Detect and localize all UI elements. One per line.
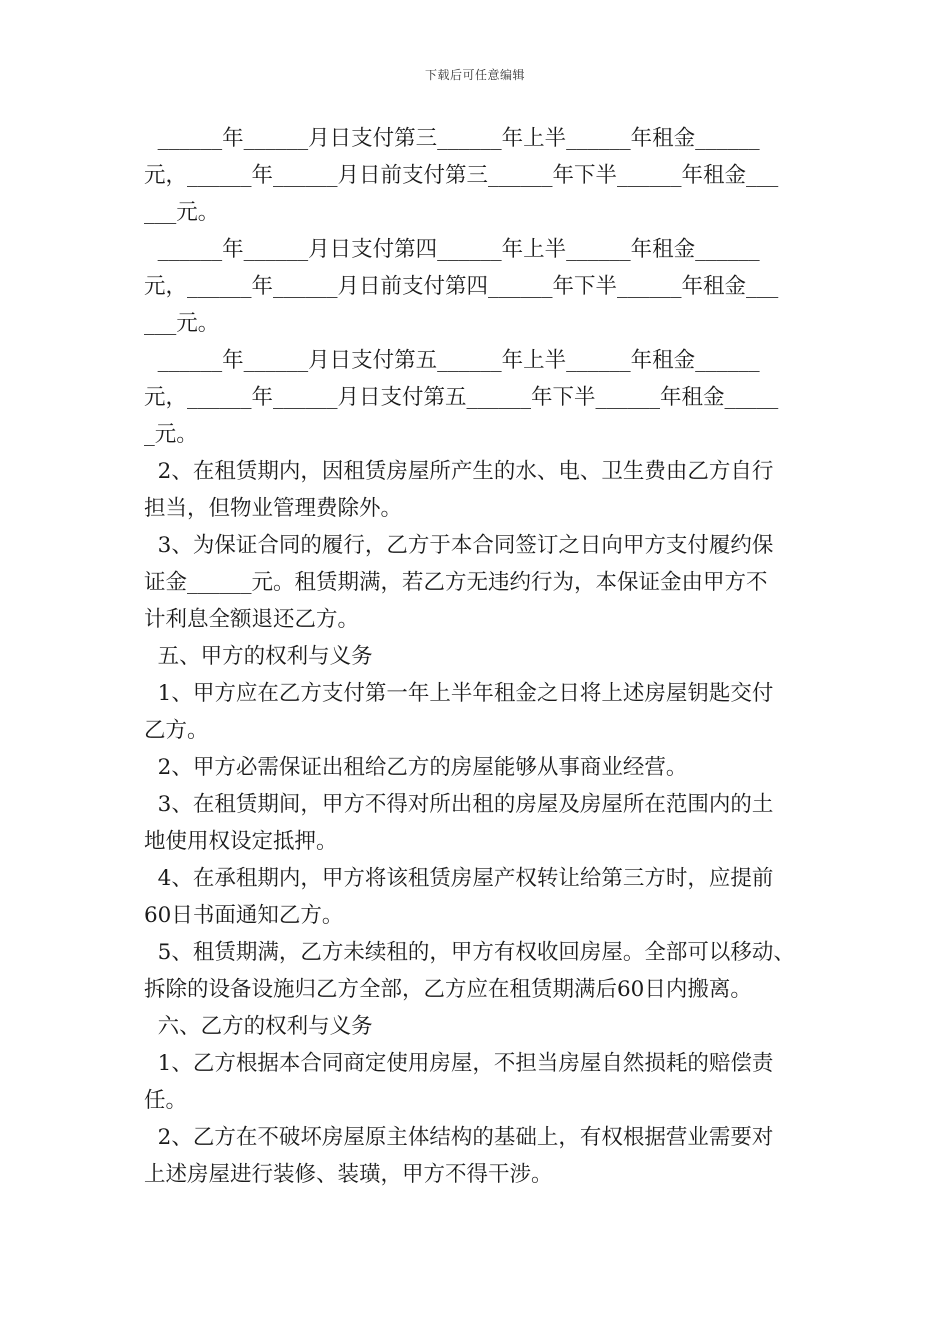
text-line: ______年______月日支付第五______年上半______年租金______ [144,348,760,373]
text-line: 计利息全额退还乙方。 [144,607,360,632]
page-header: 下载后可任意编辑 [424,68,525,82]
text-line: 乙方。 [144,718,209,743]
text-line: 3、在租赁期间，甲方不得对所出租的房屋及房屋所在范围内的土 [144,792,774,817]
text-line: 5、租赁期满，乙方未续租的，甲方有权收回房屋。全部可以移动、 [144,940,795,965]
text-line: _元。 [144,422,198,447]
text-line: 2、乙方在不破坏房屋原主体结构的基础上，有权根据营业需要对 [144,1125,774,1150]
section-heading: 六、乙方的权利与义务 [144,1014,373,1039]
text-line: 1、甲方应在乙方支付第一年上半年租金之日将上述房屋钥匙交付 [144,681,774,706]
text-line: ______年______月日支付第四______年上半______年租金______ [144,237,760,262]
text-line: 1、乙方根据本合同商定使用房屋，不担当房屋自然损耗的赔偿责 [144,1051,774,1076]
text-line: 60日书面通知乙方。 [144,903,344,928]
text-line: 任。 [144,1088,188,1113]
text-line: ___元。 [144,200,220,225]
section-heading: 五、甲方的权利与义务 [144,644,373,669]
text-line: 元，______年______月日前支付第四______年下半______年租金___ [144,274,779,299]
text-line: 2、在租赁期内，因租赁房屋所产生的水、电、卫生费由乙方自行 [144,459,774,484]
text-line: ___元。 [144,311,220,336]
text-line: ______年______月日支付第三______年上半______年租金______ [144,126,760,151]
text-line: 拆除的设备设施归乙方全部，乙方应在租赁期满后60日内搬离。 [144,977,752,1002]
text-line: 4、在承租期内，甲方将该租赁房屋产权转让给第三方时，应提前 [144,866,774,891]
text-line: 2、甲方必需保证出租给乙方的房屋能够从事商业经营。 [144,755,688,780]
text-line: 地使用权设定抵押。 [144,829,338,854]
text-line: 担当，但物业管理费除外。 [144,496,403,521]
text-line: 元，______年______月日前支付第三______年下半______年租金___ [144,163,779,188]
text-line: 上述房屋进行装修、装璜，甲方不得干涉。 [144,1162,553,1187]
text-line: 证金______元。租赁期满，若乙方无违约行为，本保证金由甲方不 [144,570,768,595]
text-line: 3、为保证合同的履行，乙方于本合同签订之日向甲方支付履约保 [144,533,774,558]
text-line: 元，______年______月日支付第五______年下半______年租金_____ [144,385,779,410]
document-body [144,120,808,1193]
